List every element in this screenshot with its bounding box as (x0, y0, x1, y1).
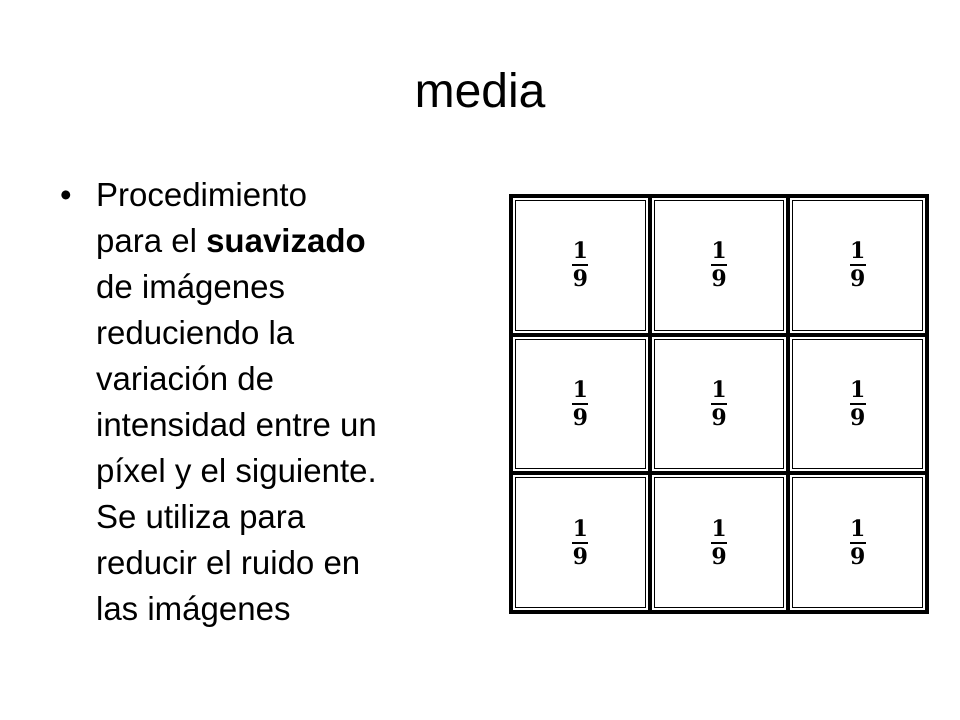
bullet-text-end: de imágenes reduciendo la variación de intensidad entre un píxel y el siguiente. Se utiliza para reducir el ruido en las imágenes (96, 268, 377, 627)
fraction-numerator: 1 (572, 238, 588, 265)
fraction-numerator: 1 (850, 238, 866, 265)
fraction (710, 515, 727, 570)
fraction (849, 376, 866, 431)
fraction-numerator: 1 (572, 515, 588, 542)
kernel-cell (790, 337, 925, 472)
fraction-numerator: 1 (850, 515, 866, 542)
fraction-denominator: 9 (572, 266, 588, 293)
fraction (710, 376, 727, 431)
fraction-denominator: 9 (850, 404, 866, 431)
fraction-numerator: 1 (850, 376, 866, 403)
fraction-numerator: 1 (711, 515, 727, 542)
fraction (572, 515, 589, 570)
fraction-denominator: 9 (572, 404, 588, 431)
bullet-bold-word: suavizado (206, 222, 366, 259)
fraction-denominator: 9 (850, 266, 866, 293)
bullet-text-start: Procedimiento para el (96, 176, 307, 259)
kernel-cell (652, 198, 787, 333)
kernel-cell (513, 337, 648, 472)
fraction-numerator: 1 (711, 238, 727, 265)
bullet-item (50, 172, 480, 632)
fraction (849, 238, 866, 293)
fraction (710, 238, 727, 293)
mean-filter-kernel (509, 194, 929, 614)
kernel-cell (652, 475, 787, 610)
fraction-denominator: 9 (850, 543, 866, 570)
fraction (572, 376, 589, 431)
fraction-denominator: 9 (711, 266, 727, 293)
slide-title: media (414, 65, 546, 118)
fraction-denominator: 9 (711, 404, 727, 431)
fraction (572, 238, 589, 293)
kernel-cell (790, 198, 925, 333)
fraction-denominator: 9 (711, 543, 727, 570)
kernel-cell (652, 337, 787, 472)
kernel-cell (513, 475, 648, 610)
fraction (849, 515, 866, 570)
bullet-text (96, 172, 480, 632)
kernel-cell (790, 475, 925, 610)
fraction-denominator: 9 (572, 543, 588, 570)
bullet-dot: • (60, 176, 72, 213)
kernel-cell (513, 198, 648, 333)
fraction-numerator: 1 (711, 376, 727, 403)
fraction-numerator: 1 (572, 376, 588, 403)
